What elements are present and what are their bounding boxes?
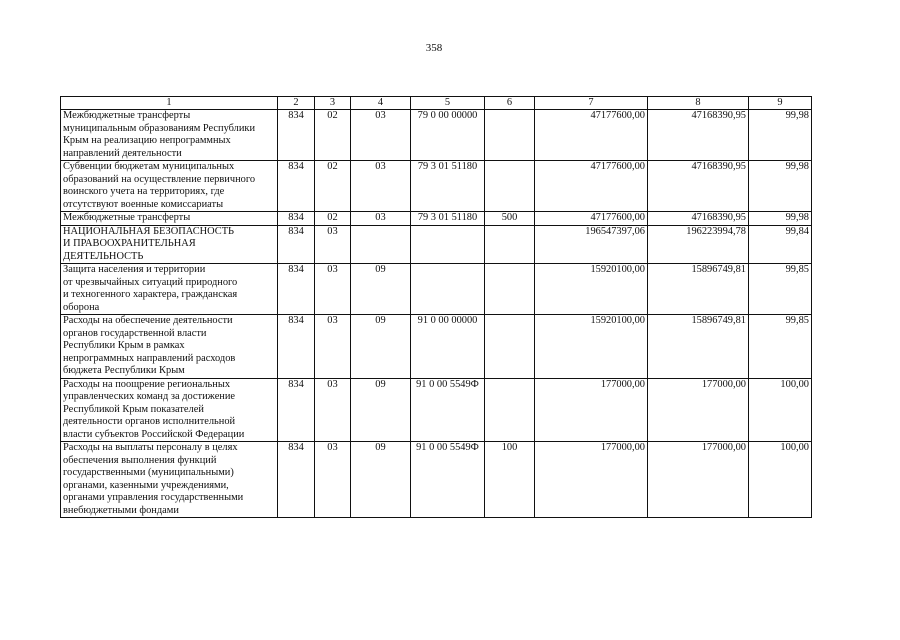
- ministry-code-cell: 834: [278, 161, 315, 212]
- table-row: [61, 225, 812, 264]
- planned-amount-cell: 15920100,00: [535, 315, 648, 379]
- subsection-code-cell: 03: [351, 161, 411, 212]
- ministry-code-cell: 834: [278, 110, 315, 161]
- target-article-cell: [411, 225, 485, 264]
- ministry-code-cell: 834: [278, 315, 315, 379]
- executed-amount-cell: 47168390,95: [648, 212, 749, 226]
- target-article-cell: 91 0 00 5549Ф: [411, 378, 485, 442]
- expense-type-cell: [485, 264, 535, 315]
- page-number: 358: [425, 42, 443, 54]
- executed-amount-cell: 196223994,78: [648, 225, 749, 264]
- subsection-code-cell: 09: [351, 442, 411, 518]
- target-article-cell: [411, 264, 485, 315]
- planned-amount-cell: 177000,00: [535, 442, 648, 518]
- table-row: [61, 264, 812, 315]
- table-row: [61, 110, 812, 161]
- section-code-cell: 02: [315, 212, 351, 226]
- column-header: 4: [351, 97, 411, 110]
- column-header: 5: [411, 97, 485, 110]
- section-code-cell: 03: [315, 264, 351, 315]
- execution-percent-cell: 99,98: [749, 110, 812, 161]
- target-article-cell: 79 3 01 51180: [411, 212, 485, 226]
- expense-type-cell: 500: [485, 212, 535, 226]
- planned-amount-cell: 47177600,00: [535, 212, 648, 226]
- column-header: 3: [315, 97, 351, 110]
- expense-type-cell: 100: [485, 442, 535, 518]
- column-header: 8: [648, 97, 749, 110]
- item-name-cell: Межбюджетные трансферты: [61, 212, 278, 226]
- subsection-code-cell: 09: [351, 264, 411, 315]
- executed-amount-cell: 177000,00: [648, 442, 749, 518]
- ministry-code-cell: 834: [278, 212, 315, 226]
- expense-type-cell: [485, 315, 535, 379]
- planned-amount-cell: 47177600,00: [535, 161, 648, 212]
- expense-type-cell: [485, 225, 535, 264]
- planned-amount-cell: 15920100,00: [535, 264, 648, 315]
- planned-amount-cell: 177000,00: [535, 378, 648, 442]
- target-article-cell: 79 0 00 00000: [411, 110, 485, 161]
- execution-percent-cell: 99,84: [749, 225, 812, 264]
- header-row: [61, 97, 812, 110]
- item-name-cell: Межбюджетные трансферты муниципальным образованиям Республики Крым на реализацию непрограммных направлений деятельности: [61, 110, 278, 161]
- item-name-cell: Расходы на обеспечение деятельности органов государственной власти Республики Крым в рамках непрограммных направлений расходов бюджета Республики Крым: [61, 315, 278, 379]
- table-row: [61, 161, 812, 212]
- execution-percent-cell: 99,98: [749, 212, 812, 226]
- execution-percent-cell: 99,85: [749, 264, 812, 315]
- column-header: 9: [749, 97, 812, 110]
- execution-percent-cell: 100,00: [749, 442, 812, 518]
- target-article-cell: 91 0 00 00000: [411, 315, 485, 379]
- section-code-cell: 03: [315, 315, 351, 379]
- executed-amount-cell: 47168390,95: [648, 110, 749, 161]
- executed-amount-cell: 15896749,81: [648, 264, 749, 315]
- ministry-code-cell: 834: [278, 264, 315, 315]
- subsection-code-cell: [351, 225, 411, 264]
- execution-percent-cell: 99,85: [749, 315, 812, 379]
- item-name-cell: Расходы на поощрение региональных управленческих команд за достижение Республикой Крым показателей деятельности органов исполнительной власти субъектов Российской Федерации: [61, 378, 278, 442]
- subsection-code-cell: 09: [351, 315, 411, 379]
- subsection-code-cell: 03: [351, 212, 411, 226]
- planned-amount-cell: 47177600,00: [535, 110, 648, 161]
- expense-type-cell: [485, 110, 535, 161]
- item-name-cell: Защита населения и территории от чрезвычайных ситуаций природного и техногенного характера, гражданская оборона: [61, 264, 278, 315]
- table-row: [61, 315, 812, 379]
- target-article-cell: 79 3 01 51180: [411, 161, 485, 212]
- table-row: [61, 378, 812, 442]
- table-row: [61, 212, 812, 226]
- column-header: 1: [61, 97, 278, 110]
- column-header: 6: [485, 97, 535, 110]
- execution-percent-cell: 100,00: [749, 378, 812, 442]
- section-code-cell: 02: [315, 161, 351, 212]
- item-name-cell: Субвенции бюджетам муниципальных образований на осуществление первичного воинского учета на территориях, где отсутствуют военные комиссариаты: [61, 161, 278, 212]
- table-body: [61, 110, 812, 518]
- column-header: 7: [535, 97, 648, 110]
- table-row: [61, 442, 812, 518]
- subsection-code-cell: 09: [351, 378, 411, 442]
- expense-type-cell: [485, 161, 535, 212]
- column-header: 2: [278, 97, 315, 110]
- section-code-cell: 03: [315, 225, 351, 264]
- item-name-cell: Расходы на выплаты персоналу в целях обеспечения выполнения функций государственными (муниципальными) органами, казенными учреждениями, органами управления государственными внебюджетными фондами: [61, 442, 278, 518]
- budget-table: [60, 96, 812, 518]
- expense-type-cell: [485, 378, 535, 442]
- ministry-code-cell: 834: [278, 378, 315, 442]
- item-name-cell: НАЦИОНАЛЬНАЯ БЕЗОПАСНОСТЬ И ПРАВООХРАНИТЕЛЬНАЯ ДЕЯТЕЛЬНОСТЬ: [61, 225, 278, 264]
- section-code-cell: 03: [315, 442, 351, 518]
- ministry-code-cell: 834: [278, 442, 315, 518]
- executed-amount-cell: 47168390,95: [648, 161, 749, 212]
- planned-amount-cell: 196547397,06: [535, 225, 648, 264]
- subsection-code-cell: 03: [351, 110, 411, 161]
- execution-percent-cell: 99,98: [749, 161, 812, 212]
- executed-amount-cell: 177000,00: [648, 378, 749, 442]
- ministry-code-cell: 834: [278, 225, 315, 264]
- section-code-cell: 03: [315, 378, 351, 442]
- target-article-cell: 91 0 00 5549Ф: [411, 442, 485, 518]
- executed-amount-cell: 15896749,81: [648, 315, 749, 379]
- section-code-cell: 02: [315, 110, 351, 161]
